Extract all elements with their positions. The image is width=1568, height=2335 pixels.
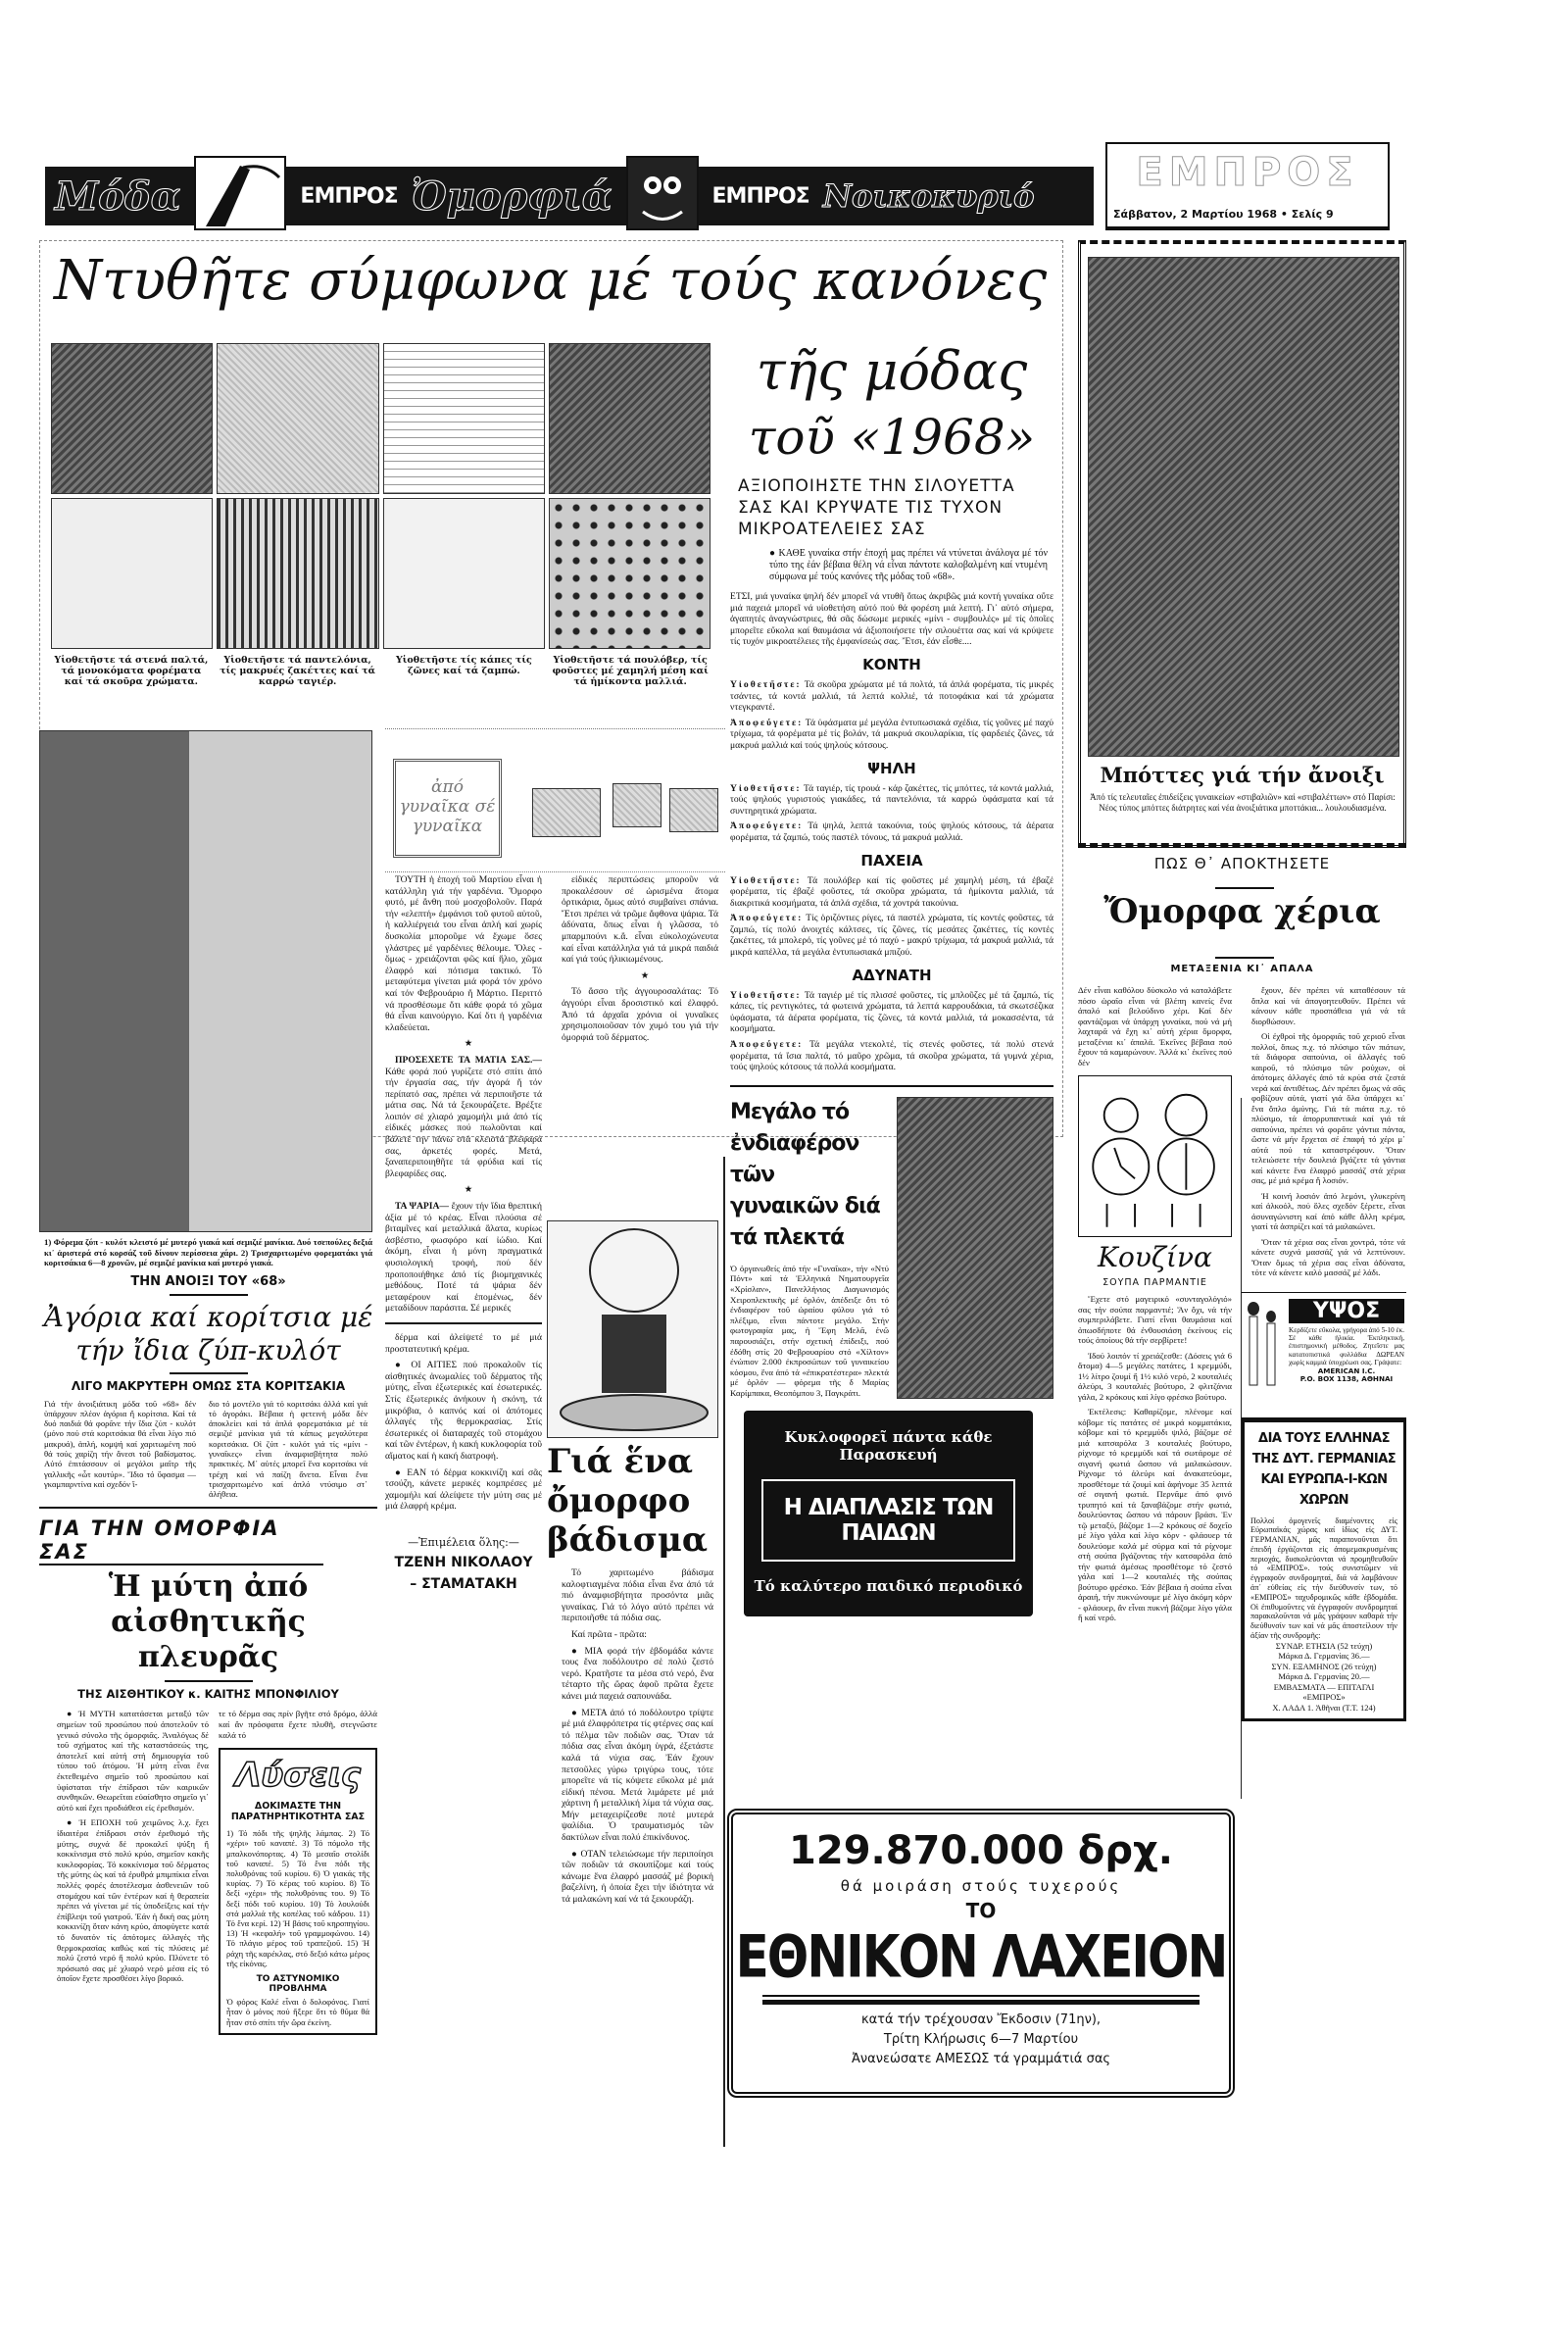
editor-credit [385,1536,542,1592]
eyes-text: Κάθε φορά πού γυρίζετε στό σπίτι ἀπό τήν ἐργασία σας, τήν ἀγορά ἤ τόν περίπατό σας, πρέπει νά περιποιῆστε τά μάτια σας. Νά τά ξεκουράζετε. Βρέξτε λοιπόν σέ χλιαρό χαμομήλι μιά ἀπό τίς εἰδικές μάσκες πού πωλοῦνται καί βάλετέ την πάνω στά κλειστά βλέφαρά σας, ἀρκετές φορές. Μετά, ξαναπεριποιηθῆτε τά φρύδια καί τίς βλεφαρίδες σας. [385,1066,542,1179]
ad-height-title: ΥΨΟΣ [1289,1299,1404,1323]
caption: Υἱοθετῆστε τίς κάπες τίς ζῶνες καί τά ζαμπώ. [396,655,532,676]
paragraph: ● Ἡ ΜΥΤΗ κατατάσεται μεταξύ τῶν σημείων τοῦ προσώπου πού ἀποτελοῦν τό γενικό σύνολο τῆς ὀμορφιᾶς. Ἀναλόγως δέ τοῦ σχήματος καί τῆς καταστάσεώς της, ἀποτελεῖ καί αὐτή στή δημιουργία τοῦ τύπου τοῦ ἀτόμου. Ἡ μύτη εἶναι ἕνα ἐκτεθειμένο σημεῖο τοῦ προσώπου καί ὑφίσταται τήν ἐπίδρασι τῶν καιρικῶν συνθηκῶν. Θεωρεῖται εὐαίσθητο σημεῖο γι᾿ αὐτό καί ἔχει προδιάθεσι εἰς ἐρεθισμόν. [57,1709,209,1813]
walk-headline: Γιά ἕνα ὄμορφο βάδισμα [547,1442,708,1560]
divider [39,1507,377,1509]
feature-subhead: ΑΞΙΟΠΟΙΗΣΤΕ ΤΗΝ ΣΙΛΟΥΕΤΤΑ ΣΑΣ ΚΑΙ ΚΡΥΨΑΤΕ ΤΙΣ ΤΥΧΟΝ ΜΙΚΡΟΑΤΕΛΕΙΕΣ ΣΑΣ [738,476,1015,539]
kitchen-column [1078,985,1232,1628]
avoid-label: Ἀποφεύγετε: [730,913,804,924]
garden-col-2 [562,874,718,1048]
adopt-label: Υἱοθετῆστε: [730,874,802,886]
star-icon: ★ [464,1184,473,1196]
lottery-the: ΤΟ [965,1899,997,1922]
divider [730,1085,1054,1087]
divider [385,1322,542,1324]
garden-col-1-flow [385,874,542,1592]
caption: Υἱοθετῆστε τά πουλόβερ, τίς φοῦστες μέ χαμηλή μέση καί τά ἡμίκοντα μαλλιά. [552,655,709,687]
puzzle-logo: Λύσεις [234,1756,362,1796]
divider [170,1294,248,1296]
garden-col-1 [385,874,542,1315]
ad-height-text: Κερδίζετε εὔκολα, γρήγορα ἀπό 5-10 ἑκ. Σέ κάθε ἡλικία. Ἐκπληκτική, ἐπιστημονική μέθοδος. Ζητεῖστε μας κατατοπιστικά φυλλάδια ΔΩΡΕΑΝ χωρίς καμμιά ὑποχρέωσι σας. Γράψατε: [1289,1325,1404,1367]
fish-text: ἔχουν τήν ἴδια θρεπτική ἀξία μέ τό κρέας. Εἶναι πλούσια σέ βιταμῖνες καί μεταλλικά ἅλατα, κυρίως ἀσβέστιο, φωσφόρο καί ἰώδιο. Καί ἀκόμη, εἶναι ἡ μόνη πραγματικά φυσιολογική τροφή, πού δέν προποποιήθηκε ἀπό τίς βιομηχανικές μεθόδους. Ποτέ τά ψάρια δέν μεταφέρουν καί ἑπομένως, δέν μεταδίδουν παράσιτα. Σέ μερικές [385,1201,542,1315]
paragraph: ΤΟΥΤΗ ἡ ἐποχή τοῦ Μαρτίου εἶναι ἡ κατάλληλη γιά τήν γαρδένια. Ὄμορφο φυτό, μέ ἄνθη πού μοσχοβολοῦν. Παρά τήν «ελεπτή» ἐμφάνισι τοῦ φυτοῦ αὐτοῦ, ἡ καλλιέργειά του εἶναι ἁπλή καί χωρίς δυσκολία μποροῦμε νά ἔχωμε ὅσες γλάστρες μέ γαρδένιες θέλουμε. Ὅλες - ὅμως - χρειάζονται φῶς καί ἥλιο, χῶμα ἐλαφρό καί πότισμα τακτικό. Τό μεταφύτεμα γίνεται μιά φορά τόν χρόνο καί τόν Φεβρουάριο ἤ Μάρτιο. Περιττό νά προσθέσωμε ὅτι κάθε φορά τό χῶμα θά εἶναι καινούργιο. Καί ὅτι ἡ γαρδένια κλαδεύεται. [385,874,542,1033]
children-body-col-1: Γιά τήν ἀνοιξιάτικη μόδα τοῦ «68» δέν ὑπάρχουν πλέον ἀγόρια ἤ κορίτσια. Καί τά δυό παιδιά θά φορᾶνε τήν ἴδια ζύπ - κυλότ (μόνο πού στά κοριτσάκια θά εἶναι λίγο πιό μακρυά), ἁπλή, κομψή καί χαριτωμένη πού θά τούς χαρίζη τήν ἄνεσι τοῦ βαδίσματος. Αὐτό ἐπιτάσσουν οἱ μεγάλοι μαῖτρ τῆς γαλλικῆς «ὧτ κουτύρ». Ἴδιο τό ὕφασμα — γκαμπαρντίνα καί σχεδόν ἴ- [44,1398,196,1489]
banner-fashion: Μόδα [55,173,181,220]
hands-col-2 [1251,985,1405,1278]
divider [1215,887,1274,889]
caption: Υἱοθετῆστε τά παντελόνια, τίς μακρυές ζακέττες καί τά καρρώ ταγιέρ. [220,655,375,687]
paragraph: Οἱ ἐχθροί τῆς ὀμορφιᾶς τοῦ χεριοῦ εἶναι πολλοί, ὅπως π.χ. τό πλύσιμο τῶν πιάτων, τά διάφορα σαπούνια, οἱ ἀλλαγές τοῦ καιροῦ, τό πλύσιμο τῶν ρούχων, οἱ ἀπότομες ἀλλαγές ἀπό τά κρύα στά ζεστά νερά καί ἀντιθέτως. Δέν πρέπει ὅμως νά σᾶς φοβίζουν αὐτά, γιατί γιά ὅλα ὑπάρχει κι᾿ ἕνα ὅπλο ἀμύνης. Γιά τά πιάτα π.χ. τό πλύσιμο, τά ἀπορρυπαντικά καί γιά τά σαπούνια, πρέπει νά φορᾶτε γάντια πάντα, ὥστε νά μήν ἔρχεται σέ ἐπαφή τό χέρι μ᾿ αὐτά πού τά καταστρέφουν. Ὅταν τελειώσετε τήν δουλειά βγάζετε τά γάντια καί κάνετε ἕνα ἐλαφρό μασσάζ στά χέρια σας, μέ μιά κρέμα ἤ λοσιόν. [1251,1031,1405,1185]
banner-brand-1: ΕΜΠΡΟΣ [300,183,398,209]
lottery-line: Ἀνανεώσατε ΑΜΕΣΩΣ τά γραμμάτιά σας [851,2052,1111,2066]
children-headline: Ἀγόρια καί κορίτσια μέ τήν ἴδια ζύπ-κυλότ [43,1300,373,1366]
banner-brand-2: ΕΜΠΡΟΣ [711,183,809,209]
section-title: ΚΟΝΤΗ [862,655,921,673]
paragraph: Καί πρῶτα - πρῶτα: [571,1628,647,1640]
knit-body: Ὁ ὀργανωθείς ἀπό τήν «Γυναῖκα», τήν «Ντύ Πόντ» καί τά Ἑλληνικά Νηματουργεῖα «Χρίσλαν», Πανελλήνιος Διαγωνισμός Χειροπλεκτικῆς μέ ὀρλόν, ἀπέδειξε ὅτι τό ἐνδιαφέρον τοῦ ὡραίου φύλου γιά τό πλέξιμο, εἶναι πάντοτε μεγάλο. Στήν φωτογραφία μας, ἡ Ἔφη Μελᾶ, ἐνῶ παρουσιάζει, στήν σχετική ἐπίδειξι, πού ἐδόθη στίς 20 Φεβρουαρίου στό «Χίλτον» ἐνώπιον 2.000 ἐκπροσώπων τοῦ γυναικείου κόσμου, ἕνα ἀπό τά «ἐπικρατέστερα» πλεκτά μέ ὀρλόν — φόρεμα τῆς δ Μαρίας Καρίμπακα, Θεοπόμπου 3, Παγκράτι. [730,1263,889,1398]
credit-name: – ΣΤΑΜΑΤΑΚΗ [410,1575,517,1592]
rate: ΣΥΝ. ΕΞΑΜΗΝΟΣ (26 τεύχη) [1271,1661,1377,1671]
paragraph: Ὅταν τά χέρια σας εἶναι χοντρά, τότε νά κάνετε συχνά μασσάζ γιά νά λεπτύνουν. Ὅταν ὅμως τά χέρια σας εἶναι ἀδύνατα, τότε νά κάνετε καλό μασσάζ μέ λάδι. [1251,1236,1405,1277]
hands-col-1: Δέν εἶναι καθόλου δύσκολο νά καταλάβετε πόσο ὡραῖο εἶναι νά βλέπη κανείς ἕνα ἀπαλό καί βελούδινο χέρι. Καί δέν φαντάζομαι νά ὑπάρχη γυναίκα, πού νά μή λαχταρᾶ νά ἔχη κι᾿ αὐτή χέρια ὄμορφα, μεταξένια κι᾿ ἀπαλά. Ἐκεῖνες βέβαια πού ἔχουν τά καμαρώνουν. Ἀλλά κι᾿ ἐκεῖνες πού δέν [1078,985,1232,1068]
nose-byline: ΤΗΣ ΑΙΣΘΗΤΙΚΟΥ κ. ΚΑΙΤΗΣ ΜΠΟΝΦΙΛΙΟΥ [77,1687,339,1702]
children-photo [39,730,372,1232]
paragraph: δέρμα καί ἀλείψετέ το μέ μιά προστατευτική κρέμα. [385,1331,542,1355]
boots-caption: Ἀπό τίς τελευταῖες ἐπιδείξεις γυναικείων «στιβαλιῶν» καί «στιβαλέττων» στό Παρίσι: Νέος τύπος μπόττες διάτρητες καί νέα ἀνοιξιάτικα μποττάκια... λουλουδιασμένα. [1090,792,1396,813]
feature-section-plump [730,852,1054,959]
boots-photo [1088,257,1399,757]
garden-sign-text: ἀπό γυναῖκα σέ γυναῖκα [399,777,496,836]
illustration-captions [51,655,710,687]
lottery-line: θά μοιράση στούς τυχερούς [840,1877,1122,1895]
middle-column [730,338,1054,1616]
nose-kicker: ΓΙΑ ΤΗΝ ΟΜΟΡΦΙΑ ΣΑΣ [39,1516,323,1565]
lottery-line: Τρίτη Κλήρωσις 6—7 Μαρτίου [883,2032,1079,2047]
avoid-label: Ἀποφεύγετε: [730,1039,804,1051]
ad-height-body [1289,1326,1404,1384]
paragraph: Ἡ κοινή λοσιόν ἀπό λεμόνι, γλυκερίνη καί ἀλκοόλ, πού ὅλες σχεδόν ξέρετε, εἶναι ἀσυναγώνιστη καί ἀπό κάθε ἄλλη κρέμα, γιατί τά ἀσπρίζει καί τά μαλακώνει. [1251,1190,1405,1231]
children-subhead: ΛΙΓΟ ΜΑΚΡΥΤΕΡΗ ΟΜΩΣ ΣΤΑ ΚΟΡΙΤΣΑΚΙΑ [71,1378,346,1393]
feature-intro: ΕΤΣΙ, μιά γυναίκα ψηλή δέν μπορεῖ νά ντυθῆ ὅπως ἀκριβῶς μιά κοντή γυναίκα οὔτε μιά παχειά μπορεῖ νά υἱοθετήση αὐτό πού θά φορέση μιά λεπτή. Γι᾿ αὐτό σήμερα, ἀγαπητές ἀναγνώστριες, θά σᾶς δώσωμε μερικές «μίνι - συμβουλές» μέ τίς ὁποῖες μπορεῖτε εὔκολα καί θαυμάσια νά ἀξιοποιήσετε τήν σιλουέττα σας καί νά κρύψετε τίς τυχόν μικροατέλειες τῆς ἐμφανίσεώς σας. Ἔτσι, ἐάν εἶσθε.... [730,591,1054,648]
children-body [44,1399,377,1500]
avoid-label: Ἀποφεύγετε: [730,717,804,728]
ad-kids-title: Η ΔΙΑΠΛΑΣΙΣ ΤΩΝ ΠΑΙΔΩΝ [761,1479,1015,1562]
lottery-name: ΕΘΝΙΚΟΝ ΛΑΧΕΙΟΝ [735,1922,1227,1991]
feature-section-thin [730,967,1054,1073]
paragraph: Τό χαριτωμένο βάδισμα καλοφτιαγμένα πόδια εἶναι ἕνα ἀπό τά πιό ἀναμφισβήτητα προσόντα μιᾶς γυναίκας. Γιά τό λόγο αὐτό πρέπει νά περιποιῆσθε τά πόδια σας. [562,1567,713,1624]
illustration-sweater [549,343,710,494]
puzzle-problem-title: ΤΟ ΑΣΤΥΝΟΜΙΚΟ ΠΡΟΒΛΗΜΑ [256,1974,340,1995]
knit-headline: Μεγάλο τό ἐνδιαφέρον τῶν γυναικῶν διά τά πλεκτά [730,1099,880,1250]
section-title: ΠΑΧΕΙΑ [860,851,923,869]
paragraph: ἔχουν, δέν πρέπει νά καταθέσουν τά ὅπλα καί νά ἀπογοητευθοῦν. Πρέπει νά κάνουν κάθε προσπάθεια γιά νά τά διορθώσουν. [1251,985,1405,1026]
paragraph: Ἔχετε στό μαγειρικό «συνταγολόγιό» σας τήν σούπα παρμαντιέ; Ἄν ὄχι, νά τήν συμπεριλάβετε. Γιατί εἶναι θαυμάσια καί ὁπωσδήποτε θά ἐνθουσιάση ἐκείνους εἰς τούς ὁποίους θά τήν σερβίρετε! [1078,1294,1232,1345]
puzzle-problem: Ὁ φόρος Καλέ εἶναι ὁ δολοφόνος. Γιατί ἦταν ὁ μόνος πού ἤξερε ὅτι τό θῦμα θά ἦταν στό σπίτι τήν ὥρα ἐκείνη. [226,1997,369,2027]
caption: Υἱοθετῆστε τά στενά παλτά, τά μονοκόματα φορέματα καί τά σκοῦρα χρώματα. [54,655,209,687]
adopt-label: Υἱοθετῆστε: [730,989,802,1001]
paragraph: ● Ἡ ΕΠΟΧΗ τοῦ χειμῶνος λ.χ. ἔχει ἰδιαιτέρα ἐπίδρασι στόν ἐρεθισμό τῆς μύτης, συχνά δέ προκαλεῖ ψύξη ἤ κοκκίνισμα στό πολύ κρύο, σημεῖον κακῆς κυκλοφορίας. Τό κοκκίνισμα τοῦ δέρματος τῆς μύτης ὡς καί τά ἐρυθρά μπιμπίκια εἶναι πολλές φορές ἀποτέλεσμα ἀσθενειῶν τοῦ στομάχου καί τῶν ἐντέρων καί ἡ θεραπεία πρέπει νά γίνεται μέ τίς ὑποδείξεις καί τήν ἐπίβλεψι τοῦ γιατροῦ. Ἐάν ἡ δική σας μύτη κοκκινίζη ὅταν κάνη κρύο, ἀποφύγετε κατά τό δυνατόν τίς ἀπότομες ἀλλαγές τῆς θερμοκρασίας καθώς καί τίς πλύσεις μέ πολύ ζεστό νερό ἤ πολύ κρύο. Πλύνετε τό πρόσωπό σας μέ χλιαρό νερό μέσα εἰς τό ὁποῖον ἔχετε προσθέσει λίγο βορικό. [57,1817,209,1984]
children-kicker: ΤΗΝ ΑΝΟΙΞΙ ΤΟΥ «68» [130,1273,286,1289]
paragraph: ● ΟΙ ΑΙΤΙΕΣ πού προκαλοῦν τίς αἰσθητικές ἀνωμαλίες τοῦ δέρματος τῆς μύτης, εἶναι ἐξωτερικές καί ἐσωτερικές. Στίς ἐξωτερικές ἀνήκουν ἡ σκόνη, τά μικρόβια, ὁ καπνός καί οἱ ἀπότομες ἀλλαγές τῆς θερμοκρασίας. Στίς ἐσωτερικές οἱ διαταραχές τοῦ στομάχου καί τῶν ἐντέρων, ἡ κακή κυκλοφορία τοῦ αἵματος καί ἡ κακή διατροφή. [385,1360,542,1462]
paragraph: ● ΟΤΑΝ τελειώσωμε τήν περιποίησι τῶν ποδιῶν τά σκουπίζομε καί τούς κάνωμε ἕνα ἐλαφρό μασσάζ μέ βορική βαζελίνη, ἡ ὁποία ἔχει τήν ἰδιότητα νά τά μαλακώνη καί νά τά ξεκουράζη. [562,1848,713,1906]
masthead-box [1105,142,1390,230]
paragraph: Ἰδού λοιπόν τί χρειάζεσθε: (Δόσεις γιά 6 ἄτομα) 4—5 μεγάλες πατάτες, 1 κρεμμύδι, 1½ λίτρο ζουμί ἤ 1½ κιλό νερό, 2 κουταλιές ἀλεύρι, 3 κουταλιές βούτυρο, 2 φλιτζάνια γάλα, 2 κρόκους καί λίγο φρέσκο βούτυρο. [1078,1350,1232,1402]
divider [165,1680,253,1682]
left-column [39,1237,377,2035]
boots-title: Μπόττες γιά τήν ἄνοιξι [1100,763,1385,787]
section-banner [45,167,1094,225]
garden-header-illustration [385,728,725,872]
illustration-coat [51,343,213,494]
masthead-logo: ΕΜΠΡΟΣ [1136,150,1359,195]
column-rule [723,1157,725,2147]
figures-icon [1242,1299,1283,1402]
payment: ΕΜΒΑΣΜΑΤΑ — ΕΠΙΤΑΓΑΙ [1273,1681,1375,1692]
walk-body [562,1567,713,1906]
star-icon: ★ [640,969,650,981]
children-body-col-2: διο τό μοντέλο γιά τό κοριτσάκι ἀλλά καί γιά τό ἀγοράκι. Βέβαια ἡ φετεινή μόδα δέν ἀποκλείει καί τά ἁπλά φορεματάκια μέ τά σεμιζιέ μανίκια γιά τά κάπως μεγαλύτερα κοριτσάκια. Οἱ ζύπ - κυλότ γιά τίς «μίνι - γυναῖκες» εἶναι ἀναμφισβήτητα πολύ πρακτικές. Μ᾿ αὐτές μπορεῖ ἕνα κοριτσάκι νά τρέχη καί νά παίζη ἄνετα. Εἶναι ἕνα τρισχαριτωμένο καί ἁπλό ντύσιμο στ᾿ ἀλήθεια. [209,1398,368,1500]
divider [170,1372,248,1374]
feature-section-short [730,656,1054,752]
section-title: ΑΔΥΝΑΤΗ [852,966,932,984]
right-column [1251,985,1405,1721]
paragraph: ● ΜΕΤΑ ἀπό τό ποδόλουτρο τρίψτε μέ μιά ἐλαφρόπετρα τίς φτέρνες σας καί τό πέλμα τῶν ποδιῶν σας. Ὅταν τά πόδια σας εἶναι ἀκόμη ὑγρά, ἐξετάστε καλά τά νύχια σας. Ἐάν ἔχουν πετσοῦλες γύρω τριγύρω τους, τότε μπορεῖτε νά τίς κόψετε εὔκολα μέ μιά εἰδική πένσα. Μετά λιμάρετε μέ μιά χάρτινη ἤ μεταλλική λίμα τά νύχια σας. Μήν μεταχειρίζεσθε ποτέ μυτερά ψαλίδια. Ὁ τραυματισμός τῶν δακτύλων εἶναι πολύ ἐπικίνδυνος. [562,1707,713,1844]
lottery-line: κατά τήν τρέχουσαν Ἔκδοσιν (71ην), [860,2012,1102,2027]
nose-body [39,1709,377,2034]
lottery-details [733,2011,1229,2069]
paragraph: ● ΕΑΝ τό δέρμα κοκκινίζη καί σᾶς τσούζη, κάνετε μερικές κομπρέσες μέ χαμομήλι καί ἀλείψετε τήν μύτη σας μέ μιά ἐλαφρή κρέμα. [385,1466,542,1513]
adopt-text: Τά πουλόβερ καί τίς φοῦστες μέ χαμηλή μέση, τά ἐβαζέ φορέματα, τίς ἐβαζέ φοῦστες, τά σκοῦρα χρώματα, τά ἡμίκοντα μαλλιά, τά διακριτικά κοσμήματα, τά ἁπλά σχέδια, τά χοντρά τακούνια. [730,874,1054,909]
hanging-picture-icon [532,788,601,837]
sign-icon [393,759,502,858]
ad-abroad-body: Πολλοί ὁμογενεῖς διαμένοντες εἰς Εὐρωπαϊκάς χώρας καί ἰδίως εἰς ΔΥΤ. ΓΕΡΜΑΝΙΑΝ, μᾶς παραπονοῦνται ὅτι ἐπειδή ἐργάζονται εἰς ἀπομεμακρυσμένας περιοχάς, δυσκολεύονται νά προμηθευθοῦν τό «ΕΜΠΡΟΣ». τούς συνιστῶμεν νά ἐγγραφοῦν συνδρομηταί, διά νά λαμβάνουν ἀπ᾿ εὐθείας εἰς τήν διεύθυνσίν των, τό «ΕΜΠΡΟΣ» ταχυδρομικῶς κάθε ἑβδομάδα. Οἱ ἐπιθυμοῦντες νά ἐγγραφοῦν συνδρομηταί παρακαλοῦνται νά μᾶς γράψουν καθαρά τήν διεύθυνσίν των καί νά μᾶς ἀποστείλουν τήν ἀξίαν τῆς συνδρομῆς: [1250,1515,1397,1641]
avoid-text: Τά μεγάλα ντεκολτέ, τίς στενές φοῦστες, τά πολύ στενά φορέματα, τά ἴσια παλτά, τό μαῦρο χρῶμα, τά σκοῦρα χρώματα, τά γυμνά χέρια, τούς ψηλούς κότσους τά πολλά κοσμήματα. [730,1039,1054,1073]
lottery-amount: 129.870.000 δρχ. [789,1828,1173,1873]
nose-col-1 [57,1709,209,2034]
household-logo-icon [626,156,699,230]
puzzle-answers: 1) Τό πόδι τῆς ψηλῆς λάμπας. 2) Τό «χέρι» τοῦ καναπέ. 3) Τό πόμολο τῆς μπαλκονόπορτας. 4) Τό μεσαῖο στολίδι τοῦ καναπέ. 5) Τό ἕνα πόδι τῆς πολυθρόνας τοῦ κυρίου. 6) Ὁ γιακάς τῆς κυρίας. 7) Τό κέρας τοῦ κυρίου. 8) Τό δεξί «χέρι» τῆς πολυθρόνας του. 9) Τό δεξί πόδι τοῦ κυρίου. 10) Τό λουλούδι στά μαλλιά τῆς κοπέλας τοῦ κάδρου. 11) Τό ἕνα κερί. 12) Ἡ βάσις τοῦ κηροπηγίου. 13) Ἡ «κεφαλή» τοῦ γραμμοφώνου. 14) Τό πλάγιο μέρος τοῦ τραπεζιοῦ. 15) Ἡ ράχη τῆς καρέκλας, στό δεξιό κάτω μέρος τῆς εἰκόνας. [226,1828,369,1968]
hanging-picture-icon [612,783,662,827]
star-icon: ★ [464,1038,473,1050]
fashion-logo-icon [194,156,286,230]
clocks-illustration [1078,1075,1232,1237]
adopt-text: Τά σκοῦρα χρώματα μέ τά πολτά, τά ἁπλά φορέματα, τίς μικρές τσάντες, τά κοντά μαλλιά, τά λεπτά κολλιέ, τά ποτοφάκια καί τά χρώματα ντεγκραντέ. [730,678,1054,714]
price: Μάρκα Δ. Γερμανίας 36.— [1278,1651,1370,1662]
clock-icon [1079,1076,1231,1236]
credit-name: ΤΖΕΝΗ ΝΙΚΟΛΑΟΥ [394,1554,533,1570]
nose-col-3 [385,1332,542,1513]
kitchen-recipe-title: ΣΟΥΠΑ ΠΑΡΜΑΝΤΙΕ [1102,1277,1207,1288]
paragraph: εἰδικές περιπτώσεις μποροῦν νά προκαλέσουν σέ ὡρισμένα ἄτομα ὀρτικάρια, ὅμως αὐτό συμβαίνει σπάνια. Ἔτσι πρέπει νά τρῶμε ἄφθονα ψάρια. Τά ἀδύνατα, ὅπως εἶναι ἡ γλῶσσα, τό μπαρμπούνι κ.ἄ. εἶναι εὐκολοχώνευτα καί εἶναι κατάλληλα γιά τά μικρά παιδιά καί γιά τούς ἡλικιωμένους. [562,874,718,966]
rate: ΣΥΝΔΡ. ΕΤΗΣΙΑ (52 τεύχη) [1275,1640,1373,1651]
fish-title: ΤΑ ΨΑΡΙΑ— [395,1201,450,1213]
adopt-label: Υἱοθετῆστε: [730,782,802,794]
knit-dress-photo [897,1097,1054,1399]
illustration-belt [383,498,545,649]
paragraph: Τό ἄσσο τῆς ἀγγουροσαλάτας: Τό ἀγγούρι εἶναι δροσιστικό καί ἐλαφρό. Ἀπό τά ἀρχαῖα χρόνια οἱ γυναῖκες χρησιμοποιοῦσαν τόν χυμό του γιά τήν ὀμορφιά τοῦ δέρματος. [562,986,718,1043]
masthead-date: Σάββατον, 2 Μαρτίου 1968 • Σελίς 9 [1113,208,1334,221]
children-caption: 1) Φόρεμα ζύπ - κυλότ κλειστό μέ μυτερό γιακά καί σεμιζιέ μανίκια. Δυό τσεπούλες δεξιά κι᾿ ἀριστερά στό κορσάζ τοῦ δίνουν περίσσεια χάρι. 2) Τρισχαριτωμένο φορεματάκι γιά κοριτσάκια 6—8 χρονῶν, μέ σεμιζιέ μανίκια καί μυτερό γιακά. [44,1237,372,1267]
ad-abroad-title: ΔΙΑ ΤΟΥΣ ΕΛΛΗΝΑΣ ΤΗΣ ΔΥΤ. ΓΕΡΜΑΝΙΑΣ ΚΑΙ ΕΥΡΩΠΑ-Ι-ΚΩΝ ΧΩΡΩΝ [1251,1430,1396,1508]
banner-beauty: Ὀμορφιά [411,173,612,220]
basin-illustration [547,1220,718,1438]
feature-section-tall [730,760,1054,844]
banner-household: Νοικοκυριό [822,177,1035,215]
avoid-label: Ἀποφεύγετε: [730,820,804,832]
walk-column [547,1220,720,1911]
ad-kids-bottom: Τό καλύτερο παιδικό περιοδικό [754,1576,1023,1595]
ad-height [1242,1292,1406,1402]
adopt-text: Τά ταγιέρ μέ τίς πλισσέ φοῦστες, τίς μπλοῦζες μέ τά ζαμπώ, τίς κάπες, τίς ρεντιγκότες, τά φωτεινά χρώματα, τά λεπτά καρρουδάκια, τά σκωτσέζικα ὑφάσματα, τά ἀέρατα φορέματα, τίς ζῶνες, τά κοντά μαλλιά, τά μοκασσέντα, τά κοσμήματα. [730,989,1054,1035]
hands-headline: Ὄμορφα χέρια [1103,892,1381,931]
puzzle-title: ΔΟΚΙΜΑΣΤΕ ΤΗΝ ΠΑΡΑΤΗΡΗΤΙΚΟΤΗΤΑ ΣΑΣ [230,1801,366,1823]
paragraph: ● ΜΙΑ φορά τήν ἑβδομάδα κάντε τους ἕνα ποδόλουτρο σέ πολύ ζεστό νερό. Κρατῆστε τα μέσα στό νερό, ἕνα τέταρτο τῆς ὥρας ἀφοῦ πρῶτα ἔχετε κάνει μιά παχειά σαπουνάδα. [562,1645,713,1702]
feature-headline-2: τῆς μόδας [756,340,1028,402]
feature-headline-3: τοῦ «1968» [748,409,1036,466]
ad-height-company: AMERICAN I.C. [1317,1366,1376,1375]
price: Μάρκα Δ. Γερμανίας 20.— [1278,1671,1370,1682]
divider [1215,957,1274,959]
nose-col-2-top: τε τό δέρμα σας πρίν βγῆτε στό δρόμο, ἀλλά καί ἄν πρόσφατα ἔχετε πλυθῆ, στεγνῶστε καλά τό [219,1709,377,1740]
payee: «ΕΜΠΡΟΣ» [1302,1692,1346,1703]
address: Χ. ΛΑΔΑ 1. Ἀθῆναι (Τ.Τ. 124) [1272,1702,1376,1713]
ad-national-lottery [727,1809,1235,2098]
illustration-trousers [217,498,378,649]
kitchen-headline: Κουζίνα [1098,1241,1212,1273]
credit-label: —Ἐπιμέλεια ὅλης:— [408,1535,519,1549]
adopt-text: Τά ταγιέρ, τίς τρουά - κάρ ζακέττες, τίς μπόττες, τά κοντά μαλλιά, τούς ψηλούς γυριστούς γιακάδες, τά παντελόνια, τά καρρώ ὑφάσματα καί τά συντηρητικά χρώματα. [730,782,1054,817]
avoid-text: Τά ψηλά, λεπτά τακούνια, τούς ψηλούς κότσους, τά ἀέρατα φορέματα, τά ζαμπώ, τούς παστέλ τόνους, τά μακρυά μαλλιά. [730,820,1054,843]
fashion-illustration-grid [51,343,710,649]
divider [762,1995,1200,2005]
feature-headline: Ντυθῆτε σύμφωνα μέ τούς κανόνες [54,249,1048,313]
ad-kids-top: Κυκλοφορεῖ πάντα κάθε Παρασκευή [784,1427,993,1464]
illustration-dress [51,498,213,649]
adopt-label: Υἱοθετῆστε: [730,678,802,690]
ad-subscriptions-abroad [1242,1417,1406,1722]
ad-kids-magazine [744,1411,1033,1616]
feature-lead: ● ΚΑΘΕ γυναίκα στήν ἐποχή μας πρέπει νά ντύνεται ἀνάλογα μέ τόν τύπο της ἐάν βέβαια θέλη νά εἶναι πάντοτε καλοβαλμένη καί ντυμένη σύμφωνα μέ τούς κανόνες τῆς μόδας τοῦ «68». [769,548,1048,582]
avoid-text: Τά ὑφάσματα μέ μεγάλα ἐντυπωσιακά σχέδια, τίς γοῦνες μέ παχύ τρίχωμα, τά φορέματα μέ τίς βολάν, τά μακρυά σκουλαρίκια, τίς φαρδειές ζῶνες, τά μακρυά μαλλιά καί τούς ψηλούς κότσους. [730,717,1054,751]
hands-kicker: ΠΩΣ Θ᾿ ΑΠΟΚΤΗΣΕΤΕ [1153,855,1331,872]
illustration-cape [383,343,545,494]
paragraph: Ἐκτέλεσις: Καθαρίζομε, πλένομε καί κόβομε τίς πατάτες σέ μικρά κομματάκια, κόβομε καί τό κρεμμύδι ψιλό, βάζομε σέ μιά κατσαρόλα 3 κουταλιές βούτυρο, ρίχνομε τό κρεμμύδι καί τά σωτάρομε σέ σιγανή φωτιά ὥσπου νά μαλακώσουν. Ρίχνομε τό ἀλεύρι καί ἀνακατεύομε, προσθέτομε τά ζουμί καί ἀφήνομε 35 λεπτά σέ σιγανή φωτιά. Περνᾶμε ἀπό φινό τρυπητό καί τά ξαναβάζομε στήν φωτιά, δουλεύοντας ὥσπου νά πάρουν βράσι. Ἐν τῷ μεταξύ, βάζομε 1—2 κρόκους σέ δοχεῖο μέ λίγο γάλα καί λίγο κόρν - φλάουερ τά δουλεύομε καλά μέ σύρμα καί τά ρίχνομε στή σούπα βγάζοντας τήν κατσαρόλα ἀπό τήν φωτιά ἀμέσως προσθέτομε τό ζεστό γάλα καί 1—2 κουταλιές τῆς σούπας βούτυρο φρέσκο. Ἐάν βέβαια ἡ σούπα εἶναι ἀραιή, τήν πυκνώνουμε μέ λίγο ἀκόμη κόρν - φλάουερ, ἄν εἶναι πυκνή βάζομε λίγο γάλα ἤ καί νερό. [1078,1407,1232,1622]
kitchen-body [1078,1294,1232,1623]
eyes-title: ΠΡΟΣΕΧΕΤΕ ΤΑ ΜΑΤΙΑ ΣΑΣ.— [395,1054,542,1066]
ad-height-address: P.O. BOX 1138, ΑΘΗΝΑΙ [1299,1373,1394,1383]
avoid-text: Τίς ὁριζόντιες ρίγες, τά παστέλ χρώματα, τίς κοντές φοῦστες, τά ζαμπώ, τίς πολύ ἀνοιχτές κάλτσες, τίς ζῶνες, τίς μεσάτες ζακέττες, τίς κοντές ζακέττες, τά μπολερό, τίς γοῦνες μέ τό παχύ - μακρύ τρίχωμα, τά μακρυά μαλλιά, τά μικρά καπέλλα, τά μεγάλα ἐντυπωσιακά μπιζού. [730,913,1054,959]
illustration-jacket [217,343,378,494]
nose-headline: Ἡ μύτη ἀπό αἰσθητικῆς πλευρᾶς [108,1569,309,1675]
puzzle-box [219,1748,377,2034]
hands-subhead: ΜΕΤΑΞΕΝΙΑ ΚΙ᾿ ΑΠΑΛΑ [1170,964,1314,974]
ad-abroad-rates [1250,1641,1397,1714]
section-title: ΨΗΛΗ [867,759,916,777]
hanging-picture-icon [669,788,718,832]
divider [1078,843,1406,847]
illustration-polka-dress [549,498,710,649]
knit-story [730,1097,1054,1399]
